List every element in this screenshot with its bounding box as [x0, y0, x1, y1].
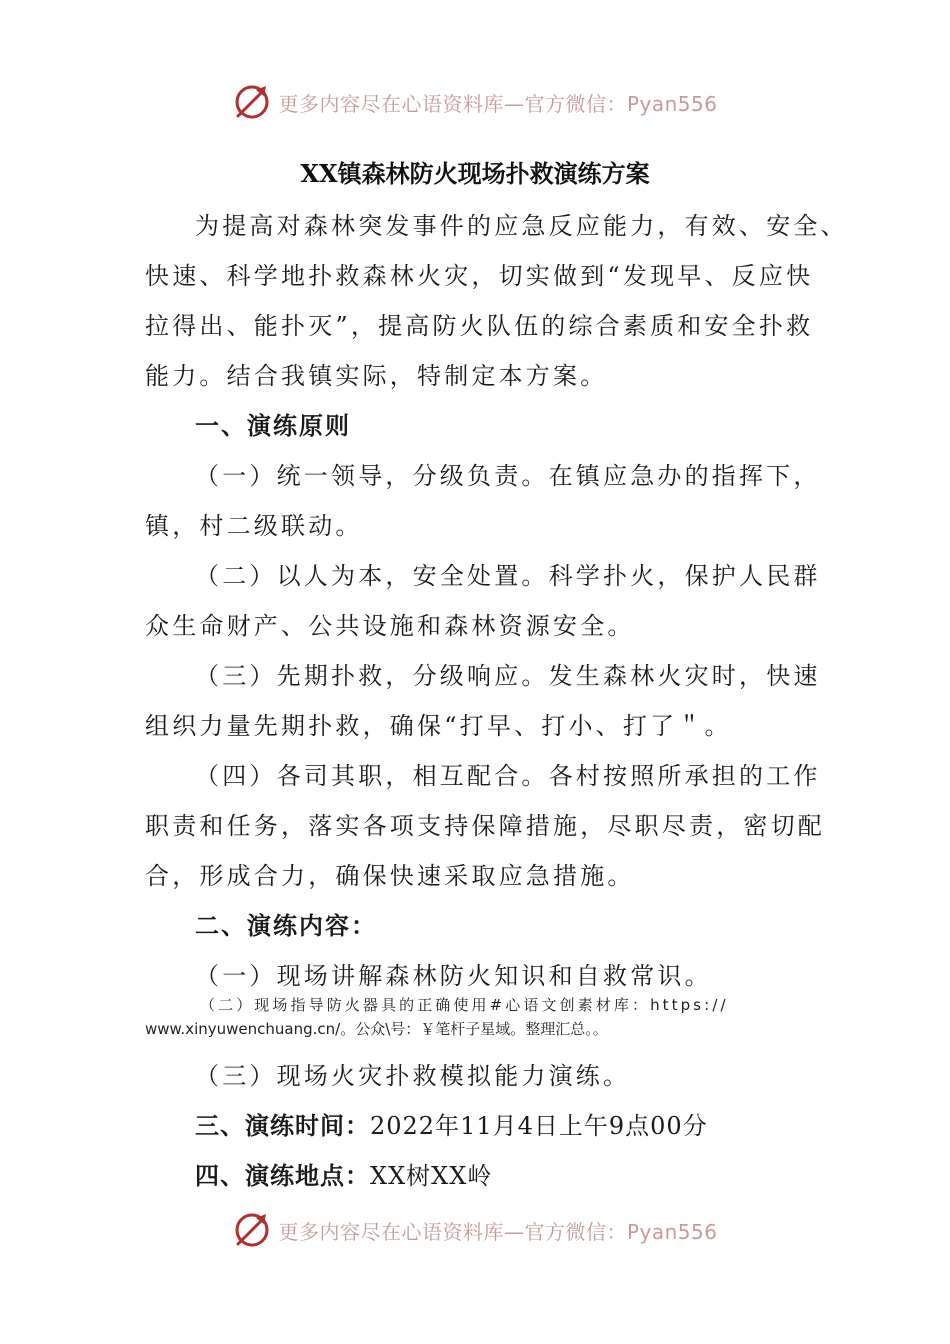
principle-3-line: 组织力量先期扑救，确保“打早、打小、打了＂。	[145, 712, 732, 740]
principle-4-line: （四）各司其职，相互配合。各村按照所承担的工作	[195, 762, 821, 790]
section-heading-content: 二、演练内容：	[195, 911, 377, 940]
section-heading-principles: 一、演练原则	[195, 411, 351, 440]
intro-line: 快速、科学地扑救森林火灾，切实做到“发现早、反应快	[145, 262, 814, 290]
intro-line: 为提高对森林突发事件的应急反应能力，有效、安全、	[195, 212, 848, 240]
drill-time	[195, 1106, 708, 1141]
content-item-3: （三）现场火灾扑救模拟能力演练。	[195, 1062, 631, 1090]
drill-time-label: 三、演练时间：	[195, 1111, 370, 1140]
watermark-text: 更多内容尽在心语资料库—官方微信：Pyan556	[278, 1219, 718, 1244]
drill-location	[195, 1156, 492, 1191]
principle-2-line: （二）以人为本，安全处置。科学扑火，保护人民群	[195, 562, 821, 590]
watermark-banner-bottom	[0, 1208, 950, 1252]
principle-4-line: 职责和任务，落实各项支持保障措施，尽职尽责，密切配	[145, 812, 825, 840]
principle-1-line: 镇，村二级联动。	[145, 512, 363, 540]
principle-4-line: 合，形成合力，确保快速采取应急措施。	[145, 862, 635, 890]
principle-3-line: （三）先期扑救，分级响应。发生森林火灾时，快速	[195, 662, 821, 690]
intro-line: 能力。结合我镇实际，特制定本方案。	[145, 362, 608, 390]
content-item-1: （一）现场讲解森林防火知识和自救常识。	[195, 962, 712, 990]
drill-time-value: 2022年11月4日上午9点00分	[370, 1112, 708, 1140]
content-item-2-line: www.xinyuwenchuang.cn/。公众\号：￥笔杆子星域。整理汇总。。	[145, 1020, 608, 1038]
intro-line: 拉得出、能扑灭”，提高防火队伍的综合素质和安全扑救	[145, 312, 814, 340]
pen-logo-icon	[232, 82, 272, 122]
content-item-2-line: （二）现场指导防火器具的正确使用#心语文创素材库：https://	[200, 996, 729, 1014]
watermark-text: 更多内容尽在心语资料库—官方微信：Pyan556	[278, 91, 718, 116]
pen-logo-icon	[232, 1210, 272, 1250]
principle-2-line: 众生命财产、公共设施和森林资源安全。	[145, 612, 635, 640]
watermark-banner-top	[0, 80, 950, 124]
document-title: XX镇森林防火现场扑救演练方案	[300, 159, 650, 188]
drill-location-label: 四、演练地点：	[195, 1161, 370, 1190]
principle-1-line: （一）统一领导，分级负责。在镇应急办的指挥下，	[195, 462, 821, 490]
drill-location-value: XX树XX岭	[370, 1162, 493, 1190]
